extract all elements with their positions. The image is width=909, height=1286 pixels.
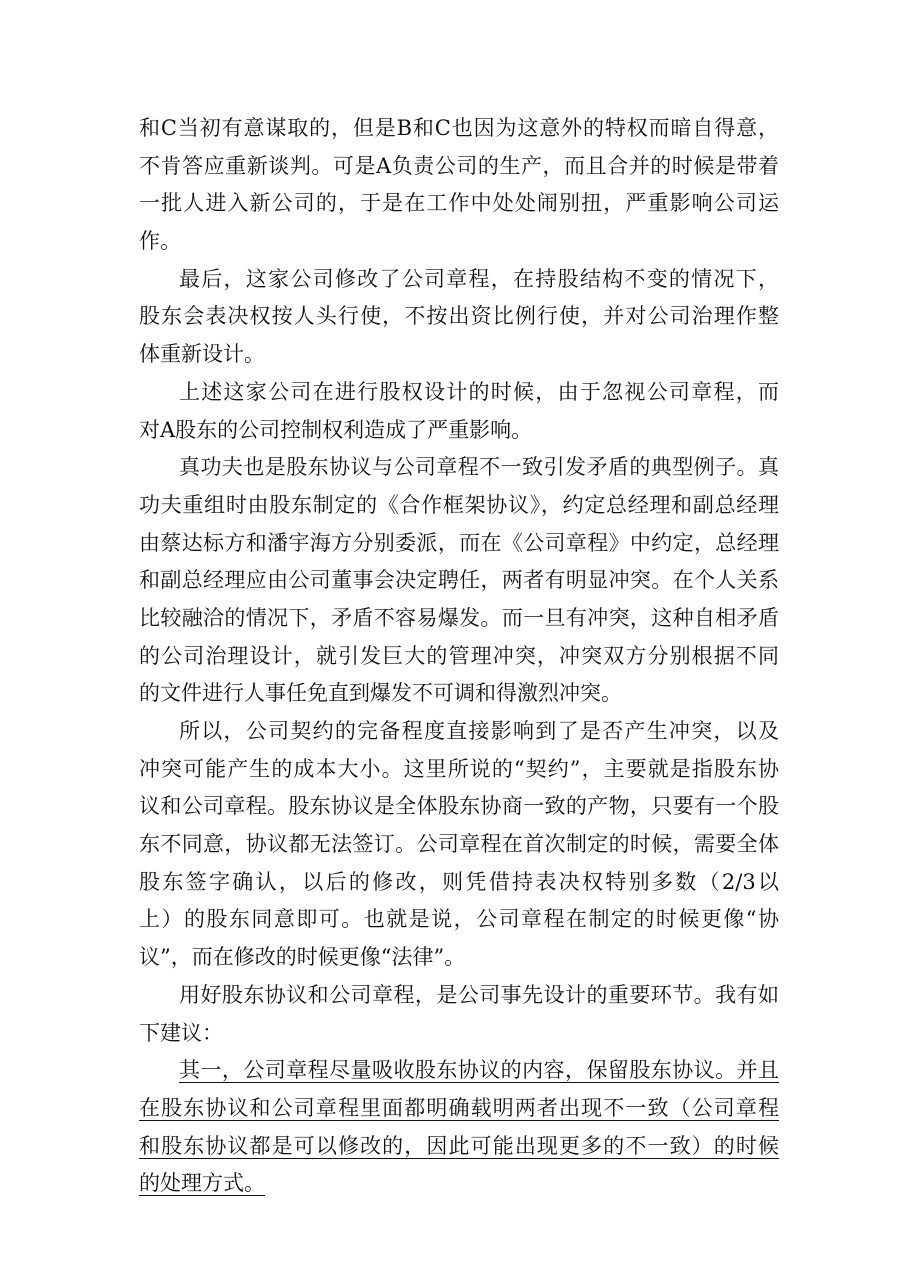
underlined-text: 和股东协议都是可以修改的，因此可能出现更多的不一致）的时候 — [139, 1133, 779, 1158]
text-line: 一批人进入新公司的，于是在工作中处处闹别扭，严重影响公司运 — [139, 191, 779, 216]
text-line: 体重新设计。 — [139, 342, 265, 367]
text-line: 对A股东的公司控制权利造成了严重影响。 — [139, 417, 533, 442]
text-line: 用好股东协议和公司章程，是公司事先设计的重要环节。我有如 — [179, 982, 779, 1007]
text-line: 和C当初有意谋取的，但是B和C也因为这意外的特权而暗自得意， — [139, 116, 779, 140]
text-line: 和副总经理应由公司董事会决定聘任，两者有明显冲突。在个人关系 — [139, 568, 779, 593]
text-line: 上）的股东同意即可。也就是说，公司章程在制定的时候更像“协 — [139, 907, 779, 932]
underlined-text-line — [139, 1128, 779, 1166]
text-line: 所以，公司契约的完备程度直接影响到了是否产生冲突，以及 — [179, 719, 779, 743]
underlined-text-line — [139, 1090, 779, 1128]
body-text — [139, 110, 779, 1203]
text-line: 冲突可能产生的成本大小。这里所说的“契约”，主要就是指股东协 — [139, 756, 779, 781]
text-line: 股东会表决权按人头行使，不按出资比例行使，并对公司治理作整 — [139, 304, 779, 329]
underlined-text: 在股东协议和公司章程里面都明确载明两者出现不一致（公司章程 — [139, 1095, 779, 1120]
text-line: 下建议： — [139, 1020, 223, 1045]
text-line: 由蔡达标方和潘宇海方分别委派，而在《公司章程》中约定，总经理 — [139, 530, 779, 555]
text-line: 不肯答应重新谈判。可是A负责公司的生产，而且合并的时候是带着 — [139, 153, 779, 178]
text-line: 功夫重组时由股东制定的《合作框架协议》，约定总经理和副总经理 — [139, 492, 779, 517]
text-line: 真功夫也是股东协议与公司章程不一致引发矛盾的典型例子。真 — [179, 455, 779, 480]
underlined-text-line — [139, 1165, 779, 1203]
text-line: 作。 — [139, 229, 181, 254]
text-line: 最后，这家公司修改了公司章程，在持股结构不变的情况下， — [179, 266, 779, 291]
text-line: 的公司治理设计，就引发巨大的管理冲突，冲突双方分别根据不同 — [139, 643, 779, 668]
text-line: 上述这家公司在进行股权设计的时候，由于忽视公司章程，而 — [179, 379, 779, 404]
text-line: 议”，而在修改的时候更像“法律”。 — [139, 945, 466, 970]
text-line: 股东签字确认，以后的修改，则凭借持表决权特别多数（2/3以 — [139, 869, 779, 894]
underlined-text: 的处理方式。 — [139, 1171, 265, 1196]
text-line: 东不同意，协议都无法签订。公司章程在首次制定的时候，需要全体 — [139, 832, 779, 857]
underlined-text-line — [139, 1052, 779, 1090]
underlined-text: 其一，公司章程尽量吸收股东协议的内容，保留股东协议。并且 — [179, 1058, 779, 1083]
text-line: 的文件进行人事任免直到爆发不可调和得激烈冲突。 — [139, 681, 622, 706]
text-line: 议和公司章程。股东协议是全体股东协商一致的产物，只要有一个股 — [139, 794, 779, 819]
text-line: 比较融洽的情况下，矛盾不容易爆发。而一旦有冲突，这种自相矛盾 — [139, 605, 779, 630]
